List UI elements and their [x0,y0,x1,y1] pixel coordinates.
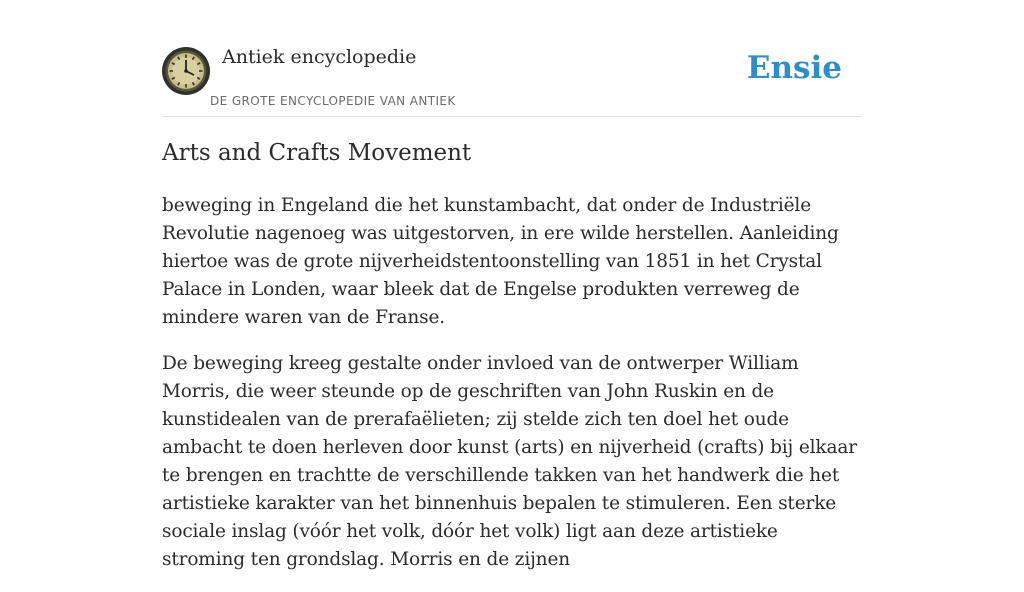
article-title: Arts and Crafts Movement [162,140,472,166]
brand-logo[interactable]: Ensie [746,50,842,86]
clock-icon[interactable] [162,47,210,95]
site-subtitle: DE GROTE ENCYCLOPEDIE VAN ANTIEK [210,94,456,108]
article-paragraph: De beweging kreeg gestalte onder invloed van de ontwerper William Morris, die weer steunde op de geschriften van John Ruskin en de kunstidealen van de prerafaëlieten; zij stelde zich ten doel het oude ambacht te doen herleven door kunst (arts) en nijverheid (crafts) bij elkaar te brengen en trachtte de verschillende takken van het handwerk die het artistieke karakter van het binnenhuis bepalen te stimuleren. Een sterke sociale inslag (vóór het volk, dóór het volk) ligt aan deze artistieke stroming ten grondslag. Morris en de zijnen [162,353,857,570]
article-body [162,192,862,592]
article-paragraph: beweging in Engeland die het kunstambacht, dat onder de Industriële Revolutie nagenoeg was uitgestorven, in ere wilde herstellen. Aanleiding hiertoe was de grote nijverheidstentoonstelling van 1851 in het Crystal Palace in Londen, waar bleek dat de Engelse produkten verreweg de mindere waren van de Franse. [162,195,839,328]
site-title[interactable]: Antiek encyclopedie [222,46,417,68]
site-header [162,44,862,117]
